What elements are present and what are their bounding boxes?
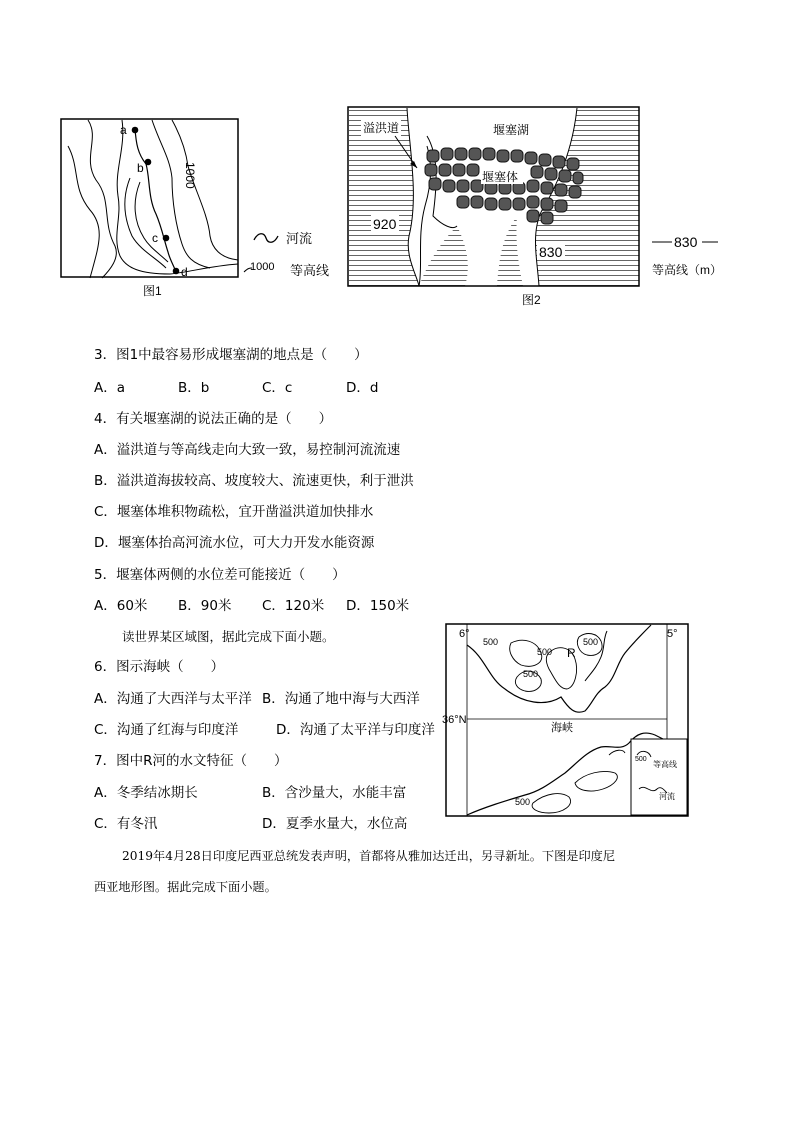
q4-option-d: D．堰塞体抬高河流水位，可大力开发水能资源 <box>94 535 375 551</box>
point-a-label: a <box>120 123 127 137</box>
contour-500-label-1: 500 <box>483 637 499 647</box>
legend-contour-text: 等高线 <box>653 760 677 769</box>
q4-option-a: A．溢洪道与等高线走向大致一致，易控制河流流速 <box>94 442 401 458</box>
spillway-label: 溢洪道 <box>363 121 400 135</box>
strait-map-legend-box <box>631 739 687 815</box>
q6-option-c: C．沟通了红海与印度洋 <box>94 722 239 738</box>
contour-500-label-3: 500 <box>523 669 539 679</box>
q5-option-a: A．60米 <box>94 598 148 614</box>
q6-option-d: D．沟通了太平洋与印度洋 <box>276 722 435 738</box>
legend-830-value: 830 <box>674 234 698 250</box>
question-3: 3．图1中最容易形成堰塞湖的地点是（ ） <box>94 347 368 363</box>
contour-920-label: 920 <box>373 216 397 232</box>
contour-legend-label: 等高线 <box>290 263 330 278</box>
river-r-label: R <box>567 646 576 660</box>
figure-2-caption: 图2 <box>522 293 541 307</box>
river-legend-symbol <box>254 234 278 243</box>
strait-map <box>442 623 690 818</box>
q3-option-c: C．c <box>262 380 293 396</box>
contour-legend-value: 1000 <box>250 261 275 273</box>
q5-option-b: B．90米 <box>178 598 232 614</box>
q5-option-c: C．120米 <box>262 598 325 614</box>
q7-option-a: A．冬季结冰期长 <box>94 785 198 801</box>
figure-1-caption: 图1 <box>143 284 162 298</box>
dam-label: 堰塞体 <box>482 170 519 184</box>
q7-option-d: D．夏季水量大，水位高 <box>262 816 408 832</box>
figure-2-legend <box>652 232 742 280</box>
q6-option-a: A．沟通了大西洋与太平洋 <box>94 691 252 707</box>
legend-river-text: 河流 <box>659 792 675 801</box>
question-4: 4．有关堰塞湖的说法正确的是（ ） <box>94 411 333 427</box>
river-legend-label: 河流 <box>286 231 313 246</box>
legend-contour-label: 等高线（m） <box>652 263 722 277</box>
contour-500-label-5: 500 <box>515 797 531 807</box>
lon-5-label: 5° <box>667 628 678 640</box>
lake-label: 堰塞湖 <box>493 123 530 137</box>
point-b-label: b <box>137 161 144 175</box>
intro-indonesia-line-1: 2019年4月28日印度尼西亚总统发表声明，首都将从雅加达迁出，另寻新址。下图是印度尼 <box>122 849 616 863</box>
point-b-marker <box>145 159 152 166</box>
lon-6-label: 6° <box>459 628 470 640</box>
point-d-label: d <box>181 265 188 279</box>
contour-1000-label: 1000 <box>183 162 197 189</box>
question-5: 5．堰塞体两侧的水位差可能接近（ ） <box>94 567 346 583</box>
contour-500-label-2: 500 <box>537 647 553 657</box>
q7-option-b: B．含沙量大，水能丰富 <box>262 785 407 801</box>
q5-option-d: D．150米 <box>346 598 410 614</box>
contour-830-label: 830 <box>539 244 563 260</box>
contour-500-label-4: 500 <box>583 637 599 647</box>
figure-1-legend <box>244 228 354 280</box>
question-6: 6．图示海峡（ ） <box>94 659 225 675</box>
lat-36n-label: 36°N <box>442 714 467 726</box>
point-c-label: c <box>152 231 158 245</box>
q3-option-b: B．b <box>178 380 210 396</box>
question-7: 7．图中R河的水文特征（ ） <box>94 753 288 769</box>
q4-option-b: B．溢洪道海拔较高、坡度较大、流速更快，利于泄洪 <box>94 473 414 489</box>
figure-2-map <box>347 106 641 288</box>
q3-option-a: A．a <box>94 380 126 396</box>
q6-option-b: B．沟通了地中海与大西洋 <box>262 691 420 707</box>
point-a-marker <box>132 127 139 134</box>
q4-option-c: C．堰塞体堆积物疏松，宜开凿溢洪道加快排水 <box>94 504 374 520</box>
q7-option-c: C．有冬汛 <box>94 816 158 832</box>
figure-1-map <box>60 118 240 280</box>
intro-indonesia-line-2: 西亚地形图。据此完成下面小题。 <box>94 880 277 894</box>
q3-option-d: D．d <box>346 380 379 396</box>
strait-label: 海峡 <box>551 722 573 734</box>
intro-strait: 读世界某区域图，据此完成下面小题。 <box>122 629 335 644</box>
point-d-marker <box>173 268 180 275</box>
legend-500-value: 500 <box>635 756 647 763</box>
point-c-marker <box>163 235 170 242</box>
